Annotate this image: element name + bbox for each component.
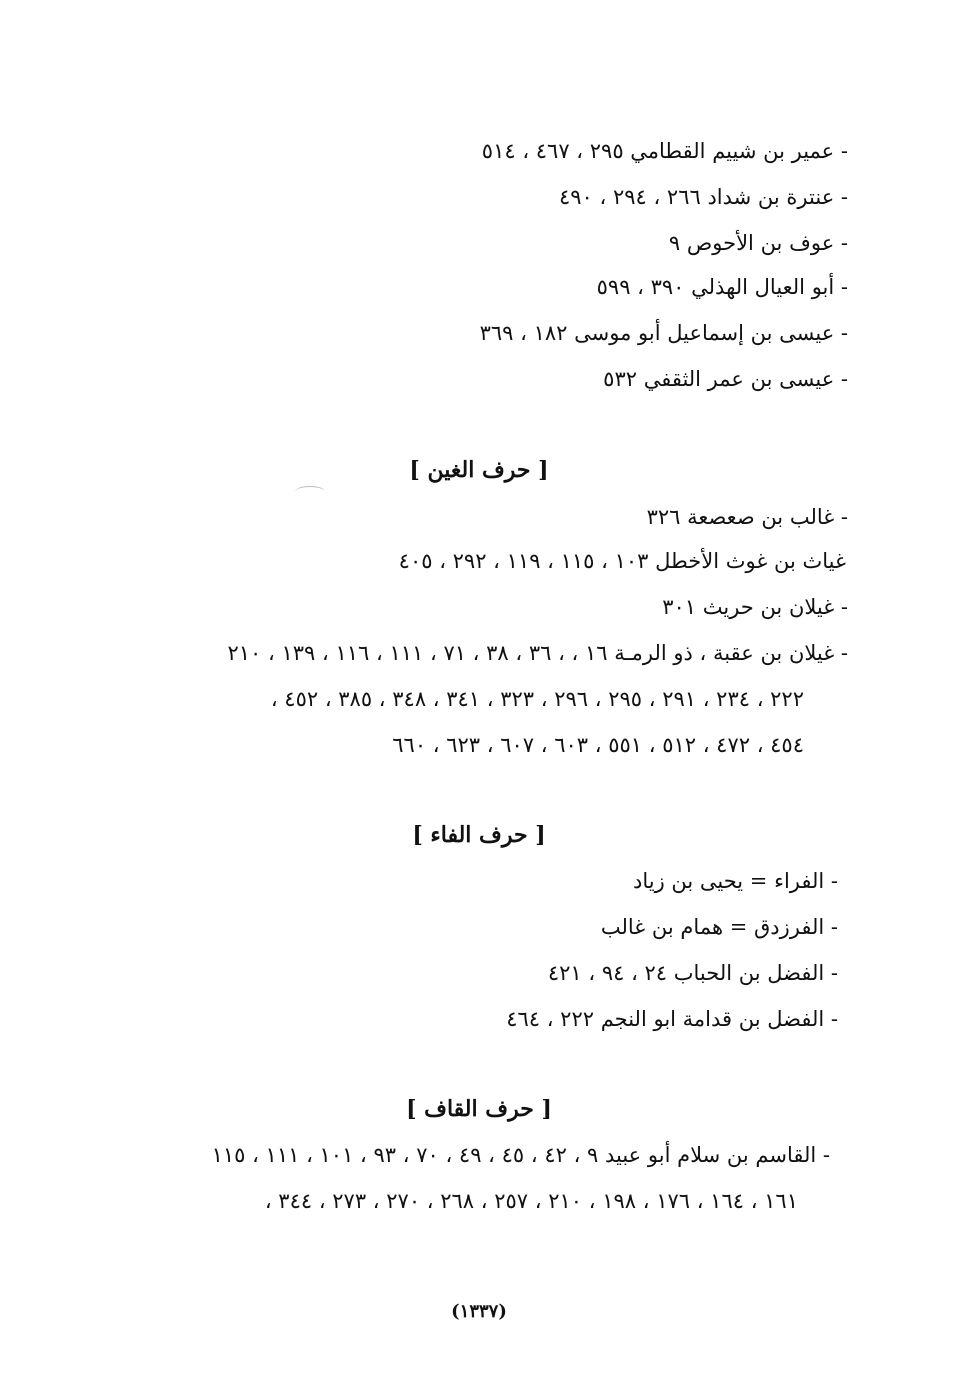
index-entry: - غيلان بن عقبة ، ذو الرمـة ١٦ ، ، ٣٦ ، ٣٨ ، ٧١ ، ١١١ ، ١١٦ ، ١٣٩ ، ٢١٠ [227,641,848,665]
index-entry-continuation: ٤٥٤ ، ٤٧٢ ، ٥١٢ ، ٥٥١ ، ٦٠٣ ، ٦٠٧ ، ٦٢٣ ، ٦٦٠ [392,733,804,757]
section-heading-qaf: [ حرف القاف ] [406,1096,552,1122]
index-entry-continuation: ١٦١ ، ١٦٤ ، ١٧٦ ، ١٩٨ ، ٢١٠ ، ٢٥٧ ، ٢٦٨ ، ٢٧٠ ، ٢٧٣ ، ٣٤٤ ، [264,1189,798,1213]
index-entry-continuation: ٢٢٢ ، ٢٣٤ ، ٢٩١ ، ٢٩٥ ، ٢٩٦ ، ٣٢٣ ، ٣٤١ ، ٣٤٨ ، ٣٨٥ ، ٤٥٢ ، [270,687,804,711]
page-number: (١٣٣٧) [451,1301,507,1322]
section-heading-ghain: [ حرف الغين ] [409,457,549,483]
index-entry: - الفضل بن الحباب ٢٤ ، ٩٤ ، ٤٢١ [547,961,838,985]
index-entry: غياث بن غوث الأخطل ١٠٣ ، ١١٥ ، ١١٩ ، ٢٩٢ ، ٤٠٥ [398,549,846,573]
index-entry: - عوف بن الأحوص ٩ [668,231,848,255]
index-entry: - القاسم بن سلام أبو عبيد ٩ ، ٤٢ ، ٤٥ ، ٤٩ ، ٧٠ ، ٩٣ ، ١٠١ ، ١١١ ، ١١٥ [211,1143,830,1167]
index-entry: - الفراء = يحيى بن زياد [632,869,838,893]
index-entry: - الفضل بن قدامة ابو النجم ٢٢٢ ، ٤٦٤ [506,1007,838,1031]
section-heading-fa: [ حرف الفاء ] [412,822,546,848]
index-entry: - غيلان بن حريث ٣٠١ [662,595,848,619]
index-entry: - أبو العيال الهذلي ٣٩٠ ، ٥٩٩ [596,275,848,299]
index-entry: - عنترة بن شداد ٢٦٦ ، ٢٩٤ ، ٤٩٠ [558,185,848,209]
stray-mark [295,486,325,497]
index-entry: - عمير بن شييم القطامي ٢٩٥ ، ٤٦٧ ، ٥١٤ [481,139,848,163]
index-entry: - عيسى بن عمر الثقفي ٥٣٢ [603,367,848,391]
index-entry: - عيسى بن إسماعيل أبو موسى ١٨٢ ، ٣٦٩ [479,321,848,345]
index-entry: - غالب بن صعصعة ٣٢٦ [646,505,848,529]
index-entry: - الفرزدق = همام بن غالب [600,915,838,939]
